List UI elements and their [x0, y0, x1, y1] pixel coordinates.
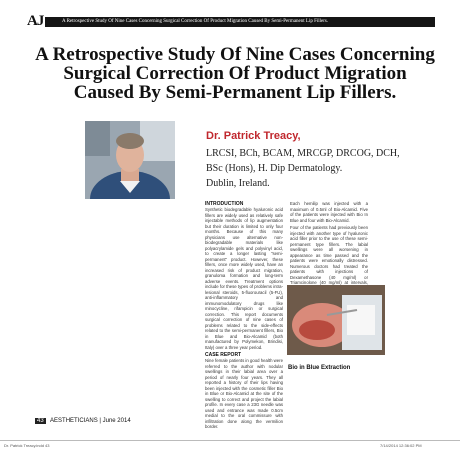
slug-divider: [0, 440, 460, 441]
case-heading: CASE REPORT: [205, 352, 242, 358]
article-column-1: [205, 201, 283, 432]
intro-text: Synthetic biodegradable hyaluronic acid fillers are widely used as relatively safe injectable methods of lip augmentation but their duration is limited to only four months. Because of this many physicians use alternative non-biodegradable materials like polyacrylamide gels and polyvinyl acid, to create a longer lasting "semi-permanent" product. However, these fillers, once more widely used, have an increased risk of product migration, granuloma formation and long-term adverse events. Treatment options include for these types of problems intra-lesional steroids, 5-fluorouracil (5-FU), anti-inflammatory and immunomodulatory drugs like minocycline, rifampicin or surgical correction. This report documents surgical correction of nine cases of problems related to the side-effects related to the semi-permanent fillers, Bio in Blue and Bio-Alcamid (both manufactured by Polymekon, Brindisi, Italy) over a three year period.: [205, 207, 283, 350]
slug-filename: Dr. Patrick Treacy.indd 43: [4, 443, 50, 448]
column-2-paragraph-1: Each hemilip was injected with a maximum of 0.5ml of Bio-Alcamid. Five of the patients were injected with Bio In Blue and four with Bio-Alcamid.: [290, 201, 368, 223]
author-credentials-1: LRCSI, BCh, BCAM, MRCGP, DRCOG, DCH,: [206, 148, 400, 159]
author-photo: [85, 121, 175, 199]
author-credentials-2: BSc (Hons), H. Dip Dermatology.: [206, 163, 343, 174]
journal-logo: AJ: [27, 13, 44, 29]
article-title: A Retrospective Study Of Nine Cases Concerning Surgical Correction Of Product Migration Caused By Semi-Permanent Lip Fillers.: [35, 44, 435, 103]
intro-heading: INTRODUCTION: [205, 201, 244, 207]
page-number: 43: [37, 418, 44, 424]
issue-date: June 2014: [102, 418, 131, 424]
extraction-photo: [287, 285, 385, 355]
slug-timestamp: 7/14/2014 12:36:02 PM: [380, 443, 422, 448]
column-2-paragraph-2: Four of the patients had previously been injected with another type of hyaluronic acid filler prior to the use of these semi-permanent type fillers. The labial swellings were all worsening in appearance as time passed and the patients were emotionally distressed. Numerous doctors had treated the patients with injections of Dexamethasone (40 mg/ml) or Triamcinolone (40 mg/ml) at intervals,: [290, 225, 368, 285]
running-header-title: A Retrospective Study Of Nine Cases Concerning Surgical Correction Of Product Migration Caused By Semi-Permanent Lip Fillers.: [62, 19, 329, 24]
author-location: Dublin, Ireland.: [206, 178, 270, 189]
author-name: Dr. Patrick Treacy,: [206, 130, 301, 142]
publication-name: AESTHETICIANS: [50, 418, 98, 424]
case-text: Nine female patients in good health were referred to the author with nodular swellings in their labial area over a period of nearly four years. They all reported a history of their lips having been injected with the cosmetic filler Bio in Blue or Bio-Alcamid at the site of the swelling to correct and project the labial profile. In every case a 23G needle was used and entrance was made 0.5cm medial to the oral commissure with infiltration done along the vermilion border.: [205, 358, 283, 429]
page-footer: 43 AESTHETICIANS | June 2014: [37, 418, 131, 424]
photo-caption: Bio in Blue Extraction: [288, 365, 351, 371]
